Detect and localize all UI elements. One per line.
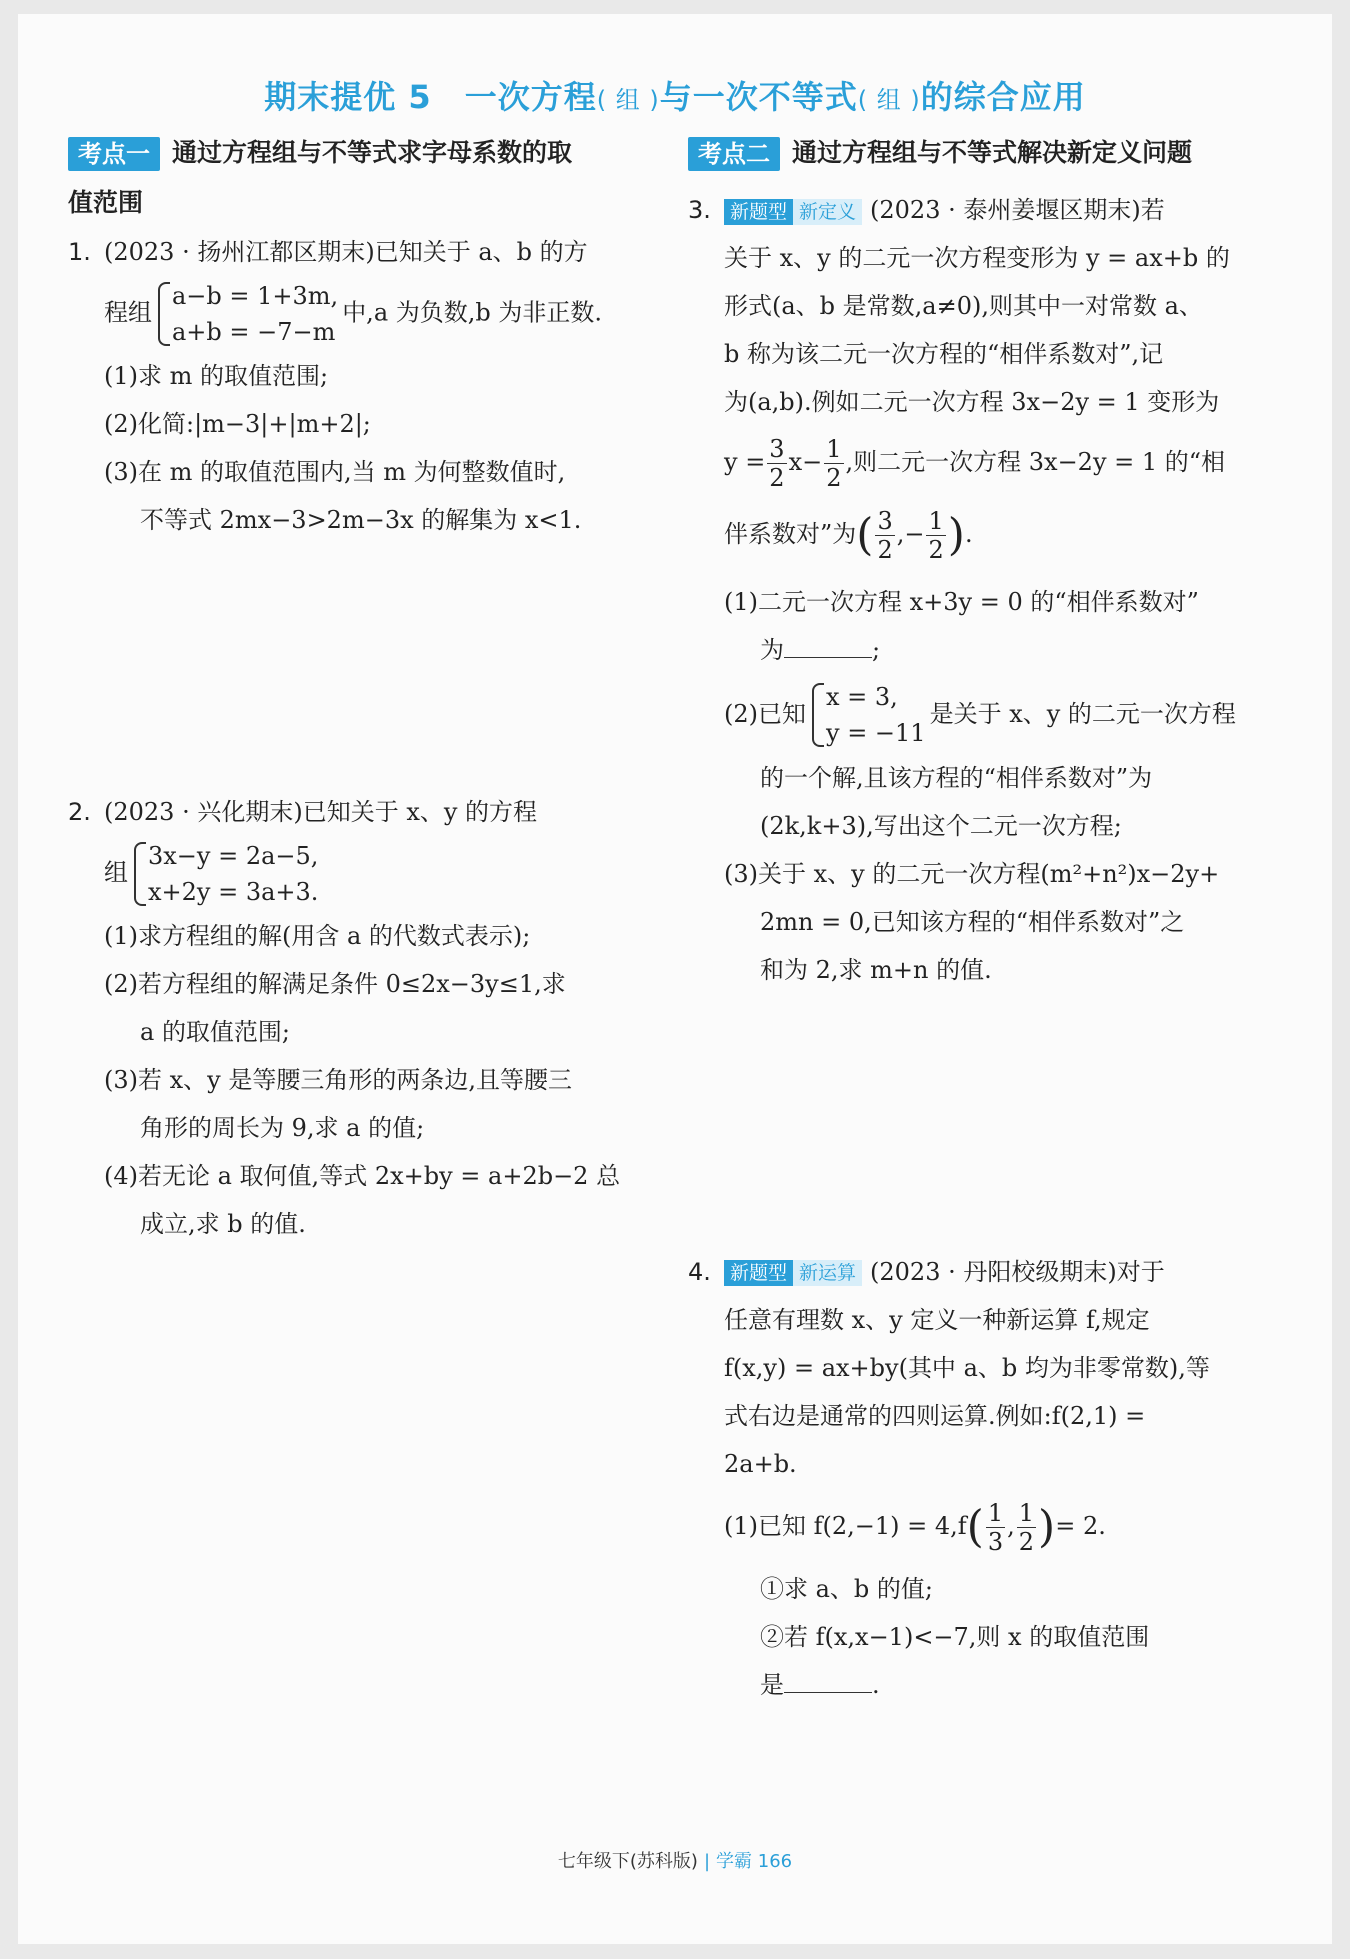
answer-suffix: . — [872, 1671, 880, 1699]
section-heading-2 — [688, 128, 1272, 178]
answer-space — [68, 544, 660, 788]
sub-question-1: (1)求 m 的取值范围; — [104, 362, 329, 390]
question-text-line: 式右边是通常的四则运算.例如:f(2,1) = — [724, 1401, 1146, 1430]
sub-question-1: (1)求方程组的解(用含 a 的代数式表示); — [104, 922, 531, 950]
footer-brand-page: 学霸 166 — [716, 1851, 793, 1872]
answer-prefix: 是 — [760, 1671, 784, 1699]
question-2 — [68, 788, 660, 1248]
title-text-2: 与一次不等式 — [659, 78, 858, 116]
sub-question-2: (2)化简:|m−3|+|m+2|; — [104, 410, 371, 438]
equation-1: x = 3, — [826, 683, 898, 711]
question-intro: (2023 · 扬州江都区期末)已知关于 a、b 的方 — [104, 238, 588, 266]
sub-question-3-cont: 和为 2,求 m+n 的值. — [760, 955, 992, 984]
footer-separator: | — [703, 1851, 711, 1872]
sub-question-1-end: = 2. — [1055, 1511, 1106, 1540]
new-type-badge: 新题型 — [724, 1260, 793, 1286]
fraction — [875, 507, 894, 564]
page-footer — [0, 1847, 1350, 1873]
denominator: 2 — [769, 464, 785, 492]
equation-2: y = −11 — [826, 719, 926, 747]
section-tag-2: 考点二 — [688, 137, 780, 171]
title-text-1: 期末提优 5 一次方程 — [264, 78, 597, 116]
formula-y: y = — [724, 448, 766, 476]
equation-system — [810, 679, 926, 751]
new-operation-badge: 新运算 — [793, 1260, 862, 1286]
left-paren: ( — [966, 1501, 984, 1552]
page-title — [0, 72, 1350, 118]
question-text-line: 关于 x、y 的二元一次方程变形为 y = ax+b 的 — [724, 244, 1230, 272]
sub-question-2 — [724, 674, 1272, 754]
answer-prefix: 为 — [760, 635, 784, 664]
equation-system-line — [104, 276, 660, 352]
denominator: 2 — [826, 464, 842, 492]
sub-question-1 — [724, 1488, 1272, 1566]
comma: , — [1007, 1511, 1015, 1540]
formula-text: ,则二元一次方程 3x−2y = 1 的“相 — [845, 448, 1226, 476]
sub-question-4: (4)若无论 a 取何值,等式 2x+by = a+2b−2 总 — [104, 1162, 621, 1190]
sub-question-2-text: 是关于 x、y 的二元一次方程 — [929, 699, 1236, 728]
numerator: 3 — [877, 507, 893, 535]
numerator: 1 — [826, 435, 842, 463]
right-column — [688, 128, 1272, 1709]
formula-period: . — [964, 520, 973, 548]
new-type-badge: 新题型 — [724, 199, 793, 225]
sub-question-2-cont: a 的取值范围; — [140, 1018, 291, 1046]
sub-question-3: (3)若 x、y 是等腰三角形的两条边,且等腰三 — [104, 1066, 572, 1094]
equation-1: 3x−y = 2a−5, — [148, 842, 319, 870]
sub-question-3-cont: 2mn = 0,已知该方程的“相伴系数对”之 — [760, 907, 1185, 936]
question-text-line: 2a+b. — [724, 1449, 797, 1478]
equation-system — [156, 278, 338, 350]
question-intro — [724, 186, 1272, 234]
section-heading-1-cont: 值范围 — [68, 188, 144, 217]
question-4 — [688, 1248, 1272, 1710]
title-paren-1: ( 组 ) — [596, 86, 660, 114]
sub-item-1: ①求 a、b 的值; — [760, 1575, 934, 1603]
sub-question-2-prefix: (2)已知 — [724, 699, 806, 728]
answer-blank[interactable] — [784, 633, 872, 658]
section-heading-2-text: 通过方程组与不等式解决新定义问题 — [792, 138, 1193, 167]
equation-system-line — [104, 836, 660, 912]
equation-2: a+b = −7−m — [172, 318, 336, 346]
question-text-line: 形式(a、b 是常数,a≠0),则其中一对常数 a、 — [724, 292, 1203, 320]
sub-question-2-cont: (2k,k+3),写出这个二元一次方程; — [760, 811, 1122, 840]
sub-question-3-cont: 角形的周长为 9,求 a 的值; — [140, 1114, 425, 1142]
denominator: 3 — [987, 1527, 1004, 1556]
sub-question-3-cont: 不等式 2mx−3>2m−3x 的解集为 x<1. — [140, 506, 582, 534]
question-intro: (2023 · 兴化期末)已知关于 x、y 的方程 — [104, 798, 538, 826]
question-3 — [688, 186, 1272, 994]
system-prefix: 组 — [104, 858, 128, 887]
question-number: 4. — [688, 1257, 711, 1286]
formula-line — [724, 498, 1272, 572]
title-paren-2: ( 组 ) — [857, 86, 921, 114]
intro-text: (2023 · 泰州姜堰区期末)若 — [870, 196, 1165, 224]
answer-suffix: ; — [872, 635, 881, 664]
left-paren: ( — [856, 509, 874, 561]
system-suffix: 中,a 为负数,b 为非正数. — [342, 298, 603, 327]
fraction — [767, 435, 786, 492]
denominator: 2 — [877, 536, 893, 564]
right-paren: ) — [1038, 1501, 1056, 1552]
numerator: 1 — [1018, 1498, 1035, 1527]
question-intro — [724, 1248, 1272, 1296]
sub-question-4-cont: 成立,求 b 的值. — [140, 1210, 306, 1238]
equation-2: x+2y = 3a+3. — [148, 878, 319, 906]
question-text-line: 任意有理数 x、y 定义一种新运算 f,规定 — [724, 1305, 1150, 1334]
section-tag-1: 考点一 — [68, 137, 160, 171]
numerator: 1 — [928, 507, 944, 535]
formula-x: x− — [788, 448, 823, 476]
equation-1: a−b = 1+3m, — [172, 282, 339, 310]
comma-minus: ,− — [896, 520, 925, 548]
fraction — [824, 435, 843, 492]
numerator: 3 — [769, 435, 785, 463]
denominator: 2 — [928, 536, 944, 564]
answer-space — [688, 994, 1272, 1248]
question-text-line: 为(a,b).例如二元一次方程 3x−2y = 1 变形为 — [724, 388, 1220, 416]
numerator: 1 — [987, 1498, 1004, 1527]
sub-question-2: (2)若方程组的解满足条件 0≤2x−3y≤1,求 — [104, 970, 566, 998]
formula-text: 伴系数对”为 — [724, 520, 857, 548]
new-definition-badge: 新定义 — [793, 199, 862, 225]
sub-question-3: (3)关于 x、y 的二元一次方程(m²+n²)x−2y+ — [724, 859, 1220, 888]
denominator: 2 — [1018, 1527, 1035, 1556]
question-number: 2. — [68, 798, 91, 826]
sub-question-1: (1)二元一次方程 x+3y = 0 的“相伴系数对” — [724, 587, 1199, 616]
sub-item-2: ②若 f(x,x−1)<−7,则 x 的取值范围 — [760, 1623, 1150, 1651]
sub-question-1-cont — [724, 626, 1272, 674]
question-1 — [68, 228, 660, 544]
answer-blank[interactable] — [784, 1668, 872, 1693]
section-heading-1 — [68, 128, 660, 178]
fraction — [986, 1499, 1005, 1556]
title-text-3: 的综合应用 — [920, 78, 1086, 116]
sub-question-2-cont: 的一个解,且该方程的“相伴系数对”为 — [760, 763, 1153, 792]
left-column — [68, 128, 660, 1248]
section-heading-1-text: 通过方程组与不等式求字母系数的取 — [172, 138, 573, 167]
question-number: 1. — [68, 238, 91, 266]
question-text-line: f(x,y) = ax+by(其中 a、b 均为非零常数),等 — [724, 1353, 1210, 1382]
question-text-line: b 称为该二元一次方程的“相伴系数对”,记 — [724, 340, 1164, 368]
formula-line — [724, 426, 1272, 498]
system-prefix: 程组 — [104, 298, 152, 327]
question-number: 3. — [688, 196, 711, 224]
fraction — [926, 507, 945, 564]
sub-question-1-text: (1)已知 f(2,−1) = 4,f — [724, 1511, 967, 1540]
equation-system — [132, 838, 318, 910]
right-paren: ) — [947, 509, 965, 561]
footer-grade: 七年级下(苏科版) — [557, 1851, 698, 1872]
sub-item-2-cont — [724, 1661, 1272, 1709]
fraction — [1017, 1499, 1036, 1556]
intro-text: (2023 · 丹阳校级期末)对于 — [870, 1257, 1165, 1286]
sub-question-3: (3)在 m 的取值范围内,当 m 为何整数值时, — [104, 458, 566, 486]
